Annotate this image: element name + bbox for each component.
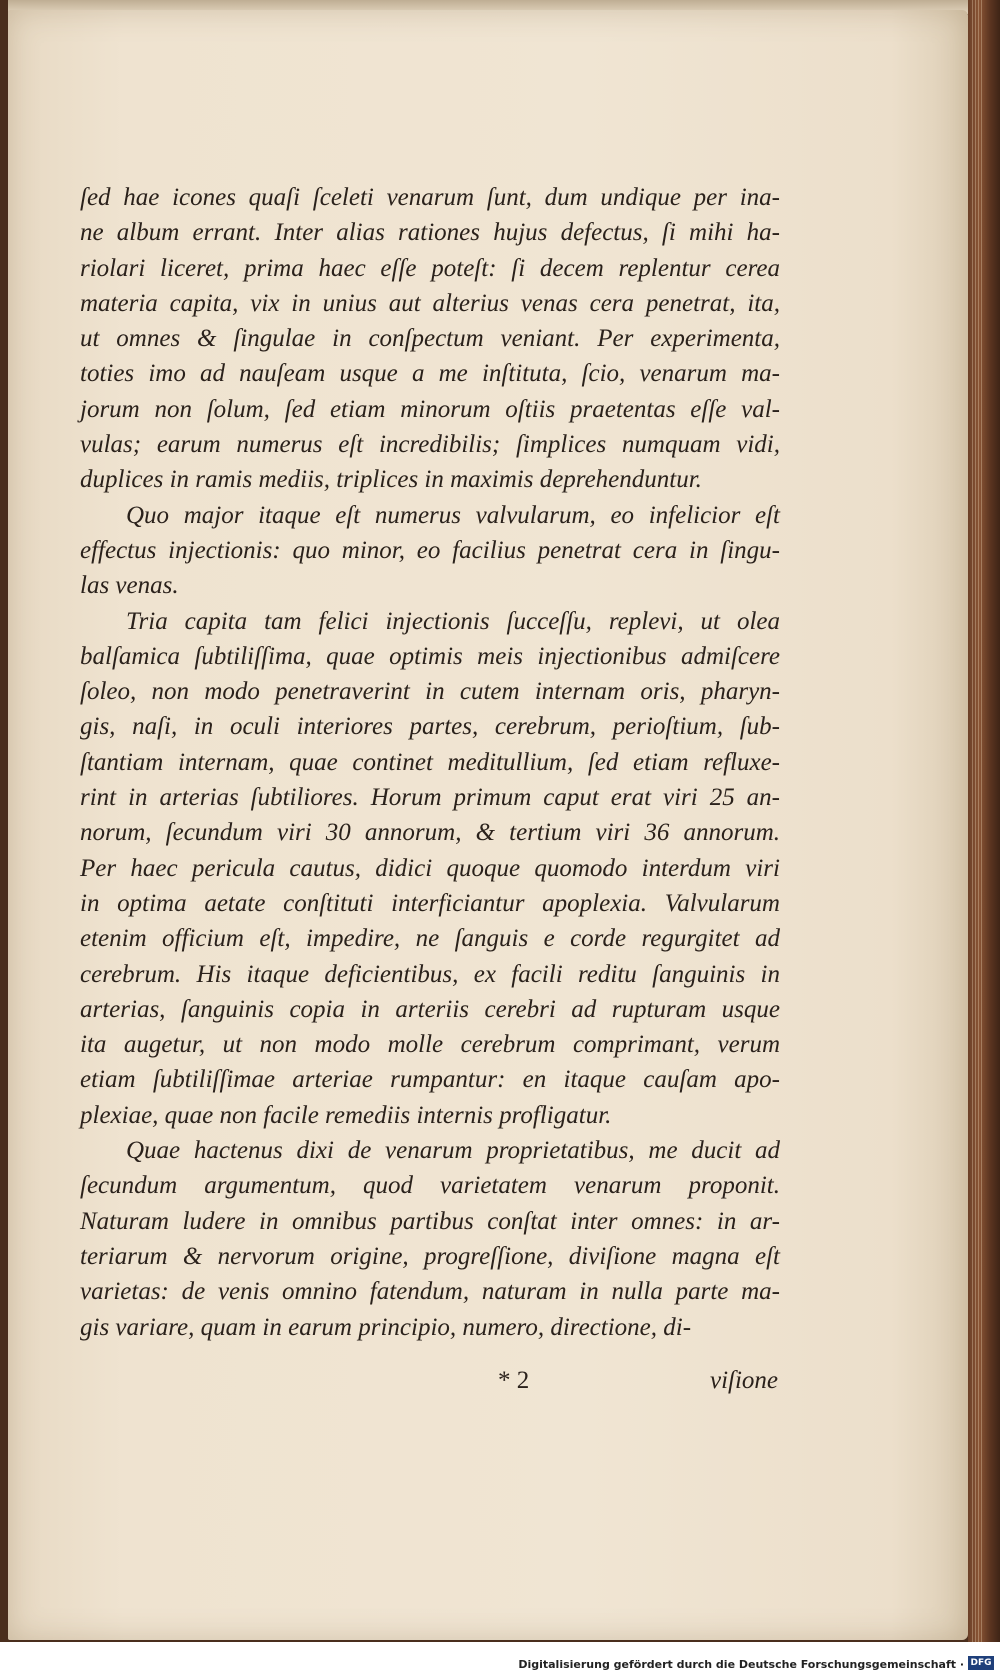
catchword: viſione [709,1367,778,1394]
text-line: ſtantiam internam, quae continet meditullium, ſed etiam refluxe- [80,748,780,776]
text-line: Tria capita tam felici injectionis ſucceſſu, replevi, ut olea [126,607,780,635]
text-line: cerebrum. His itaque deficientibus, ex facili reditu ſanguinis in [80,960,780,988]
paragraph [80,180,780,498]
text-line: las venas. [80,572,179,600]
text-line: plexiae, quae non facile remediis internis profligatur. [80,1101,612,1129]
paragraph [80,498,780,604]
text-line: teriarum & nervorum origine, progreſſione, diviſione magna eſt [80,1242,780,1270]
digitization-credit: Digitalisierung gefördert durch die Deutsche Forschungsgemeinschaft · [518,1658,964,1671]
text-line: Quo major itaque eſt numerus valvularum, eo infelicior eſt [126,501,780,529]
text-line: jorum non ſolum, ſed etiam minorum oſtiis praetentas eſſe val- [80,395,780,423]
text-line: norum, ſecundum viri 30 annorum, & tertium viri 36 annorum. [80,819,780,847]
text-line: etiam ſubtiliſſimae arteriae rumpantur: en itaque cauſam apo- [80,1066,780,1094]
text-line: ut omnes & ſingulae in conſpectum veniant. Per experimenta, [80,325,780,353]
text-line: materia capita, vix in unius aut alterius venas cera penetrat, ita, [80,289,780,317]
text-line: riolari liceret, prima haec eſſe poteſt: ſi decem replentur cerea [80,254,780,282]
text-line: rint in arterias ſubtiliores. Horum primum caput erat viri 25 an- [80,784,780,812]
credit-bar [0,1642,1000,1680]
text-line: Naturam ludere in omnibus partibus conſtat inter omnes: in ar- [80,1207,780,1235]
text-line: ſecundum argumentum, quod varietatem venarum proponit. [80,1172,780,1200]
text-line: in optima aetate conſtituti interficiantur apoplexia. Valvularum [80,889,780,917]
text-line: Quae hactenus dixi de venarum proprietatibus, me ducit ad [126,1137,780,1165]
text-line: duplices in ramis mediis, triplices in maximis deprehenduntur. [80,466,702,494]
paragraph [80,604,780,1133]
text-line: effectus injectionis: quo minor, eo facilius penetrat cera in ſingu- [80,536,780,564]
text-line: gis, naſi, in oculi interiores partes, cerebrum, perioſtium, ſub- [80,713,780,741]
text-line: arterias, ſanguinis copia in arteriis cerebri ad rupturam usque [80,995,780,1023]
signature-mark: * 2 [498,1367,530,1394]
paragraph [80,1133,780,1345]
text-line: ne album errant. Inter alias rationes hujus defectus, ſi mihi ha- [80,219,780,247]
text-line: balſamica ſubtiliſſima, quae optimis meis injectionibus admiſcere [80,642,780,670]
text-line: vulas; earum numerus eſt incredibilis; ſimplices numquam vidi, [80,431,780,459]
text-line: Per haec pericula cautus, didici quoque quomodo interdum viri [80,854,780,882]
page-body-text [80,180,780,1345]
dfg-logo-icon: DFG [968,1656,994,1670]
text-line: ſed hae icones quaſi ſceleti venarum ſunt, dum undique per ina- [80,184,780,211]
text-line: gis variare, quam in earum principio, numero, directione, di- [80,1313,692,1341]
text-line: toties imo ad nauſeam usque a me inſtituta, ſcio, venarum ma- [80,360,780,388]
text-line: etenim officium eſt, impedire, ne ſanguis e corde regurgitet ad [80,925,780,953]
page-footer [80,1367,780,1407]
text-line: ita augetur, ut non modo molle cerebrum comprimant, verum [80,1031,780,1059]
text-line: varietas: de venis omnino fatendum, naturam in nulla parte ma- [80,1278,780,1306]
page-stack-lines [972,0,984,1642]
text-line: ſoleo, non modo penetraverint in cutem internam oris, pharyn- [80,678,780,706]
